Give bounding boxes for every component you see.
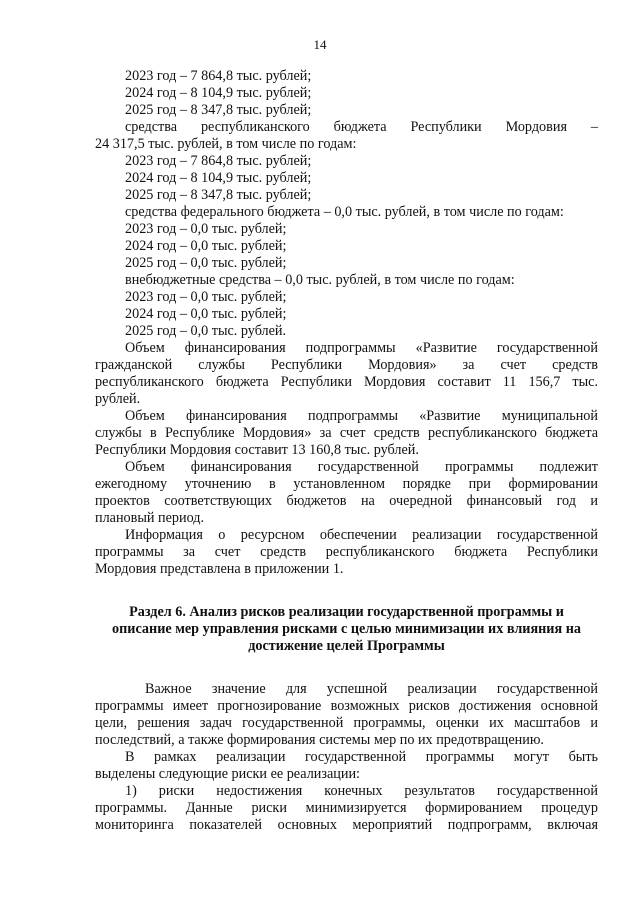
year-line: 2023 год – 7 864,8 тыс. рублей;	[125, 68, 312, 84]
year-line: 2024 год – 0,0 тыс. рублей;	[125, 306, 287, 322]
year-line: 2023 год – 7 864,8 тыс. рублей;	[125, 153, 312, 169]
page-number: 14	[313, 37, 327, 52]
year-line: 2023 год – 0,0 тыс. рублей;	[125, 289, 287, 305]
year-line: 2025 год – 8 347,8 тыс. рублей;	[125, 187, 312, 203]
paragraph-resource-info: Информация о ресурсном обеспечении реализации государственной программы за счет средств республиканского бюджета Республики Мордовия представлена в приложении 1.	[95, 527, 598, 577]
paragraph-civil-service: Объем финансирования подпрограммы «Развитие государственной гражданской службы Республики Мордовия» за счет средств республиканского бюджета Республики Мордовия составит 11 156,7 тыс. рублей.	[95, 340, 598, 407]
section-heading: Раздел 6. Анализ рисков реализации государственной программы и описание мер управления рисками с целью минимизации их влияния на достижение целей Программы	[112, 604, 581, 654]
paragraph-risk-1: 1) риски недостижения конечных результатов государственной программы. Данные риски минимизируется формированием процедур мониторинга показателей основных мероприятий подпрограмм, включая	[95, 783, 598, 833]
paragraph-clarification: Объем финансирования государственной программы подлежит ежегодному уточнению в установленном порядке при формировании проектов соответствующих бюджетов на очередной финансовый год и плановый период.	[95, 459, 598, 526]
federal-budget-line: средства федерального бюджета – 0,0 тыс. рублей, в том числе по годам:	[125, 204, 564, 220]
paragraph-importance: Важное значение для успешной реализации государственной программы имеет прогнозирование возможных рисков достижения основной цели, решения задач государственной программы, оценки их масштабов и последствий, а также формирования системы мер по их предотвращению.	[95, 681, 598, 748]
republic-budget-line: средства республиканского бюджета Республики Мордовия –	[125, 119, 598, 135]
year-line: 2024 год – 8 104,9 тыс. рублей;	[125, 170, 312, 186]
extra-budget-line: внебюджетные средства – 0,0 тыс. рублей, в том числе по годам:	[125, 272, 515, 288]
paragraph-within: В рамках реализации государственной программы могут быть выделены следующие риски ее реализации:	[95, 749, 598, 782]
year-line: 2023 год – 0,0 тыс. рублей;	[125, 221, 287, 237]
year-line: 2024 год – 0,0 тыс. рублей;	[125, 238, 287, 254]
year-line: 2025 год – 0,0 тыс. рублей.	[125, 323, 287, 339]
paragraph-municipal-service: Объем финансирования подпрограммы «Развитие муниципальной службы в Республике Мордовия» за счет средств республиканского бюджета Республики Мордовия составит 13 160,8 тыс. рублей.	[95, 408, 598, 458]
document-body	[95, 68, 598, 834]
year-line: 2024 год – 8 104,9 тыс. рублей;	[125, 85, 312, 101]
year-line: 2025 год – 0,0 тыс. рублей;	[125, 255, 287, 271]
republic-budget-total: 24 317,5 тыс. рублей, в том числе по годам:	[95, 136, 357, 152]
year-line: 2025 год – 8 347,8 тыс. рублей;	[125, 102, 312, 118]
